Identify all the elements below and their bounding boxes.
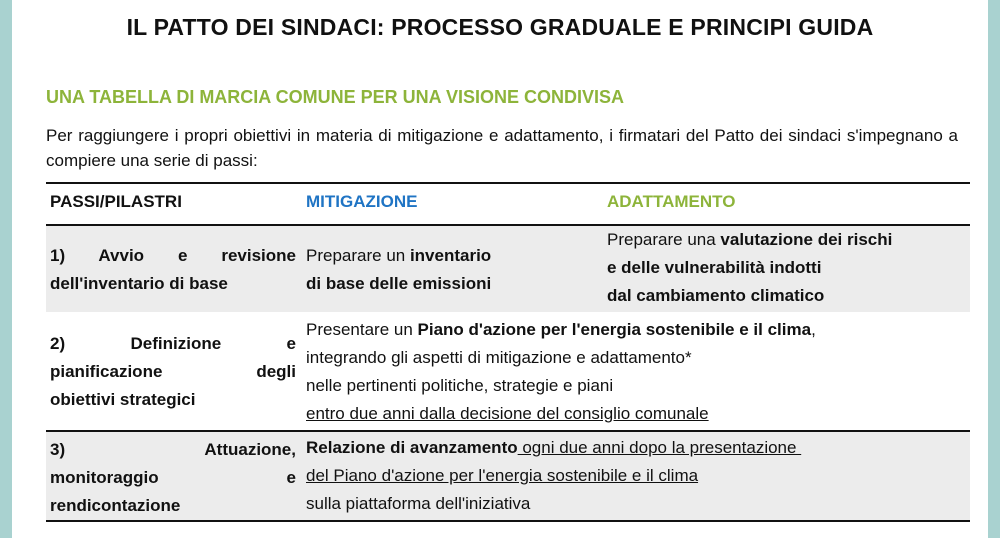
header-steps: PASSI/PILASTRI xyxy=(50,192,182,211)
document-page xyxy=(12,0,988,538)
table-bottom-rule xyxy=(46,520,970,522)
row3-report: Relazione di avanzamento ogni due anni dopo la presentazione del Piano d'azione per l'energia sostenibile e il clima sulla piattaforma dell'iniziativa xyxy=(306,438,802,513)
row2-step: 2) Definizione e pianificazione degli obiettivi strategici xyxy=(50,334,296,409)
page-title: IL PATTO DEI SINDACI: PROCESSO GRADUALE E PRINCIPI GUIDA xyxy=(126,14,874,40)
table-top-rule xyxy=(46,182,970,184)
header-mitigation: MITIGAZIONE xyxy=(306,192,418,211)
row1-step: 1) Avvio e revisione dell'inventario di base xyxy=(50,246,296,293)
row1-mitigation: Preparare un inventario di base delle emissioni xyxy=(306,246,492,293)
header-adaptation: ADATTAMENTO xyxy=(607,192,736,211)
row3-step: 3) Attuazione, monitoraggio e rendicontazione xyxy=(50,440,296,515)
row1-adaptation: Preparare una valutazione dei rischi e delle vulnerabilità indotti dal cambiamento climatico xyxy=(607,230,893,305)
section-subtitle: UNA TABELLA DI MARCIA COMUNE PER UNA VISIONE CONDIVISA xyxy=(46,87,625,107)
row-gap-1 xyxy=(46,312,970,313)
intro-paragraph: Per raggiungere i propri obiettivi in materia di mitigazione e adattamento, i firmatari del Patto dei sindaci s'impegnano a compiere una serie di passi: xyxy=(46,126,958,170)
row2-plan: Presentare un Piano d'azione per l'energia sostenibile e il clima, integrando gli aspetti di mitigazione e adattamento* nelle pertinenti politiche, strategie e piani entro due anni dalla decisione del consiglio comunale xyxy=(306,320,816,423)
